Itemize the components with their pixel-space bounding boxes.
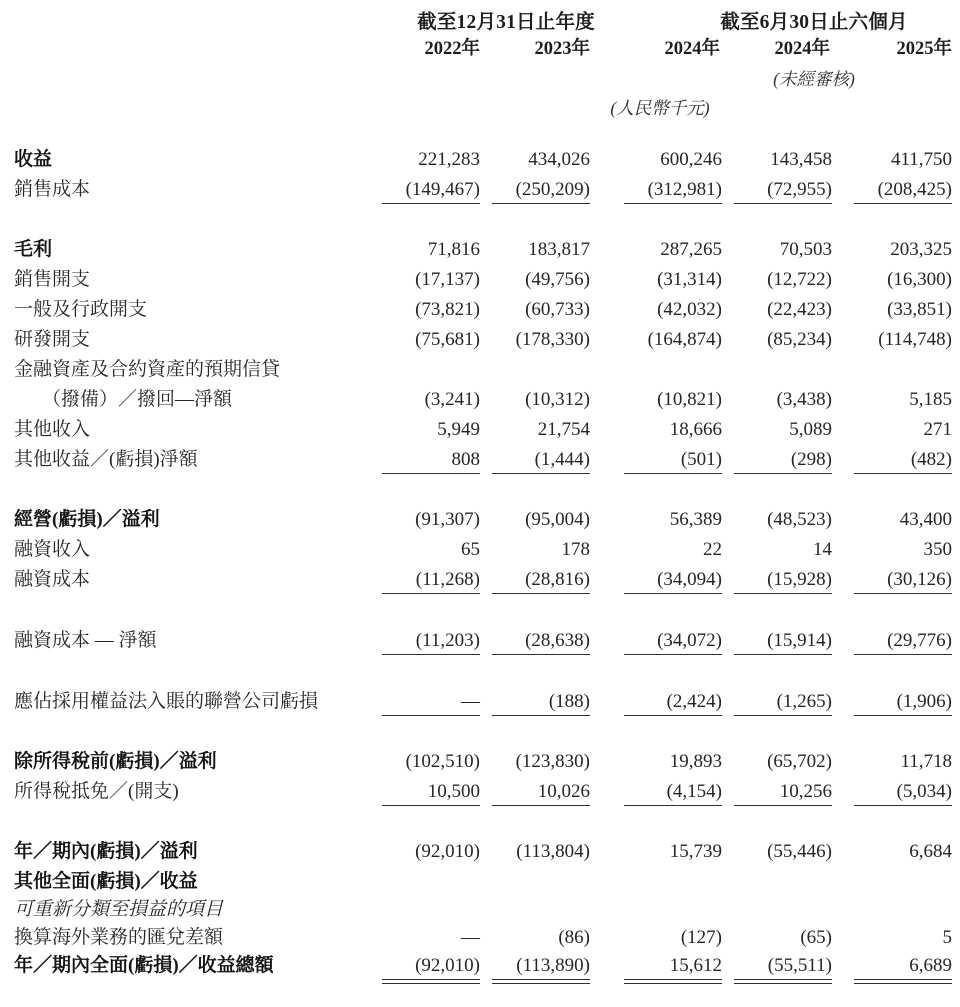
column-header-2024-interim: 2024年 — [774, 39, 830, 59]
table-cell: (10,821) — [657, 389, 722, 410]
table-cell: (1,444) — [534, 449, 590, 470]
table-cell: 411,750 — [890, 149, 952, 170]
table-row — [0, 236, 960, 266]
table-row — [0, 688, 960, 718]
table-row — [0, 146, 960, 176]
row-label: 經營(虧損)／溢利 — [14, 509, 160, 530]
table-cell: 143,458 — [770, 149, 832, 170]
row-label: 融資成本 — [14, 569, 91, 590]
table-cell: — — [461, 927, 480, 948]
table-row — [0, 952, 960, 982]
subtotal-rule — [734, 203, 832, 204]
row-label: 其他全面(虧損)／收益 — [14, 871, 198, 892]
table-cell: (92,010) — [415, 841, 480, 862]
table-cell: 271 — [923, 419, 952, 440]
table-cell: (164,874) — [647, 329, 722, 350]
column-header-2025-interim: 2025年 — [896, 39, 952, 59]
subtotal-rule — [734, 593, 832, 594]
subtotal-rule — [734, 805, 832, 806]
table-cell: 287,265 — [660, 239, 722, 260]
table-cell: (95,004) — [525, 509, 590, 530]
table-cell: (250,209) — [515, 179, 590, 200]
table-cell: 183,817 — [528, 239, 590, 260]
row-label: 收益 — [14, 149, 53, 170]
table-cell: 178 — [561, 539, 590, 560]
total-double-rule — [382, 979, 480, 984]
subtotal-rule — [624, 593, 722, 594]
table-cell: 5,089 — [789, 419, 832, 440]
column-group-annual: 截至12月31日止年度 — [417, 12, 595, 33]
table-cell: (30,126) — [887, 569, 952, 590]
table-cell: (2,424) — [666, 691, 722, 712]
subtotal-rule — [734, 715, 832, 716]
table-cell: (75,681) — [415, 329, 480, 350]
table-cell: (31,314) — [657, 269, 722, 290]
table-cell: (28,638) — [525, 630, 590, 651]
table-cell: 19,893 — [669, 751, 722, 772]
subtotal-rule — [492, 593, 590, 594]
subtotal-rule — [382, 715, 480, 716]
table-cell: (501) — [680, 449, 722, 470]
subtotal-rule — [854, 715, 952, 716]
table-row — [0, 326, 960, 356]
table-cell: (113,804) — [516, 841, 590, 862]
table-cell: 15,739 — [669, 841, 722, 862]
table-cell: — — [461, 691, 480, 712]
subtotal-rule — [854, 473, 952, 474]
table-cell: 600,246 — [660, 149, 722, 170]
table-cell: 6,689 — [909, 955, 952, 976]
table-row — [0, 778, 960, 808]
table-cell: (29,776) — [887, 630, 952, 651]
table-cell: 11,718 — [900, 751, 952, 772]
table-cell: 434,026 — [528, 149, 590, 170]
subtotal-rule — [624, 715, 722, 716]
currency-unit-note: (人民幣千元) — [610, 98, 710, 118]
row-label: 研發開支 — [14, 329, 91, 350]
subtotal-rule — [382, 473, 480, 474]
table-cell: 203,325 — [890, 239, 952, 260]
row-label: （撥備）／撥回—淨額 — [42, 389, 233, 410]
table-cell: (22,423) — [767, 299, 832, 320]
column-header-2023: 2023年 — [534, 39, 590, 59]
table-cell: (42,032) — [657, 299, 722, 320]
table-cell: (208,425) — [877, 179, 952, 200]
table-cell: (3,438) — [776, 389, 832, 410]
row-label: 銷售開支 — [14, 269, 91, 290]
table-cell: (48,523) — [767, 509, 832, 530]
subtotal-rule — [854, 203, 952, 204]
table-cell: (123,830) — [515, 751, 590, 772]
table-cell: 71,816 — [427, 239, 480, 260]
subtotal-rule — [624, 654, 722, 655]
table-row — [0, 566, 960, 596]
table-cell: 221,283 — [418, 149, 480, 170]
table-cell: 18,666 — [669, 419, 722, 440]
subtotal-rule — [382, 805, 480, 806]
total-double-rule — [854, 979, 952, 984]
table-cell: 5,185 — [909, 389, 952, 410]
total-double-rule — [492, 979, 590, 984]
table-cell: (102,510) — [405, 751, 480, 772]
table-cell: (60,733) — [525, 299, 590, 320]
subtotal-rule — [734, 654, 832, 655]
column-header-2022: 2022年 — [424, 39, 480, 59]
table-cell: (12,722) — [767, 269, 832, 290]
table-row — [0, 416, 960, 446]
subtotal-rule — [382, 593, 480, 594]
table-cell: (72,955) — [767, 179, 832, 200]
table-cell: 43,400 — [899, 509, 952, 530]
subtotal-rule — [382, 203, 480, 204]
table-cell: 65 — [461, 539, 480, 560]
row-label: 一般及行政開支 — [14, 299, 148, 320]
row-label: 融資成本 — 淨額 — [14, 630, 157, 651]
table-cell: 10,500 — [427, 781, 480, 802]
table-cell: 15,612 — [669, 955, 722, 976]
total-double-rule — [734, 979, 832, 984]
subtotal-rule — [492, 715, 590, 716]
row-label: 除所得稅前(虧損)／溢利 — [14, 751, 217, 772]
table-cell: 14 — [813, 539, 832, 560]
table-cell: (298) — [790, 449, 832, 470]
row-label: 應佔採用權益法入賬的聯營公司虧損 — [14, 691, 319, 712]
table-cell: (149,467) — [405, 179, 480, 200]
subtotal-rule — [624, 805, 722, 806]
row-label: 年／期內全面(虧損)／收益總額 — [14, 955, 274, 976]
table-cell: (86) — [558, 927, 590, 948]
table-row — [0, 924, 960, 954]
table-cell: (5,034) — [896, 781, 952, 802]
table-cell: 10,026 — [537, 781, 590, 802]
table-cell: 6,684 — [909, 841, 952, 862]
table-cell: (65,702) — [767, 751, 832, 772]
table-cell: 10,256 — [779, 781, 832, 802]
table-cell: (15,928) — [767, 569, 832, 590]
table-cell: (4,154) — [666, 781, 722, 802]
row-label: 金融資產及合約資產的預期信貸 — [14, 359, 281, 380]
table-cell: (312,981) — [647, 179, 722, 200]
table-cell: (11,203) — [415, 630, 480, 651]
table-cell: (482) — [910, 449, 952, 470]
subtotal-rule — [734, 473, 832, 474]
table-row — [0, 176, 960, 206]
table-row — [0, 386, 960, 416]
subtotal-rule — [854, 593, 952, 594]
table-cell: 5 — [942, 927, 952, 948]
table-cell: (1,906) — [896, 691, 952, 712]
table-cell: (113,890) — [516, 955, 590, 976]
table-cell: (55,511) — [767, 955, 832, 976]
table-cell: (17,137) — [415, 269, 480, 290]
table-row — [0, 536, 960, 566]
table-row — [0, 296, 960, 326]
row-label: 毛利 — [14, 239, 53, 260]
table-row — [0, 838, 960, 868]
table-cell: 56,389 — [669, 509, 722, 530]
total-double-rule — [624, 979, 722, 984]
table-row — [0, 506, 960, 536]
table-cell: (33,851) — [887, 299, 952, 320]
table-row — [0, 627, 960, 657]
table-cell: (10,312) — [525, 389, 590, 410]
table-row — [0, 896, 960, 926]
table-row — [0, 446, 960, 476]
table-cell: 350 — [923, 539, 952, 560]
table-cell: (65) — [800, 927, 832, 948]
row-label: 可重新分類至損益的項目 — [14, 899, 224, 920]
table-cell: (11,268) — [415, 569, 480, 590]
table-cell: 70,503 — [779, 239, 832, 260]
table-cell: (3,241) — [424, 389, 480, 410]
table-row — [0, 356, 960, 386]
table-cell: (1,265) — [776, 691, 832, 712]
subtotal-rule — [492, 473, 590, 474]
table-row — [0, 266, 960, 296]
table-cell: 5,949 — [437, 419, 480, 440]
row-label: 其他收益／(虧損)淨額 — [14, 449, 198, 470]
table-cell: (15,914) — [767, 630, 832, 651]
table-cell: (49,756) — [525, 269, 590, 290]
unaudited-note: (未經審核) — [773, 69, 855, 89]
table-cell: (55,446) — [767, 841, 832, 862]
column-group-interim: 截至6月30日止六個月 — [720, 12, 908, 33]
table-cell: (16,300) — [887, 269, 952, 290]
table-cell: 21,754 — [537, 419, 590, 440]
table-cell: 808 — [451, 449, 480, 470]
table-cell: (91,307) — [415, 509, 480, 530]
table-row — [0, 868, 960, 898]
table-cell: (114,748) — [878, 329, 952, 350]
table-cell: (127) — [680, 927, 722, 948]
subtotal-rule — [624, 473, 722, 474]
row-label: 融資收入 — [14, 539, 91, 560]
table-cell: (34,094) — [657, 569, 722, 590]
table-cell: (73,821) — [415, 299, 480, 320]
subtotal-rule — [854, 654, 952, 655]
row-label: 銷售成本 — [14, 179, 91, 200]
row-label: 年／期內(虧損)／溢利 — [14, 841, 198, 862]
row-label: 其他收入 — [14, 419, 91, 440]
table-cell: (28,816) — [525, 569, 590, 590]
table-cell: (85,234) — [767, 329, 832, 350]
table-cell: (34,072) — [657, 630, 722, 651]
subtotal-rule — [492, 203, 590, 204]
column-header-2024-annual: 2024年 — [664, 39, 720, 59]
table-cell: (92,010) — [415, 955, 480, 976]
subtotal-rule — [492, 805, 590, 806]
row-label: 所得稅抵免／(開支) — [14, 781, 179, 802]
table-row — [0, 748, 960, 778]
table-cell: (188) — [548, 691, 590, 712]
subtotal-rule — [492, 654, 590, 655]
subtotal-rule — [624, 203, 722, 204]
table-cell: (178,330) — [515, 329, 590, 350]
subtotal-rule — [382, 654, 480, 655]
row-label: 換算海外業務的匯兌差額 — [14, 927, 224, 948]
table-cell: 22 — [703, 539, 722, 560]
subtotal-rule — [854, 805, 952, 806]
